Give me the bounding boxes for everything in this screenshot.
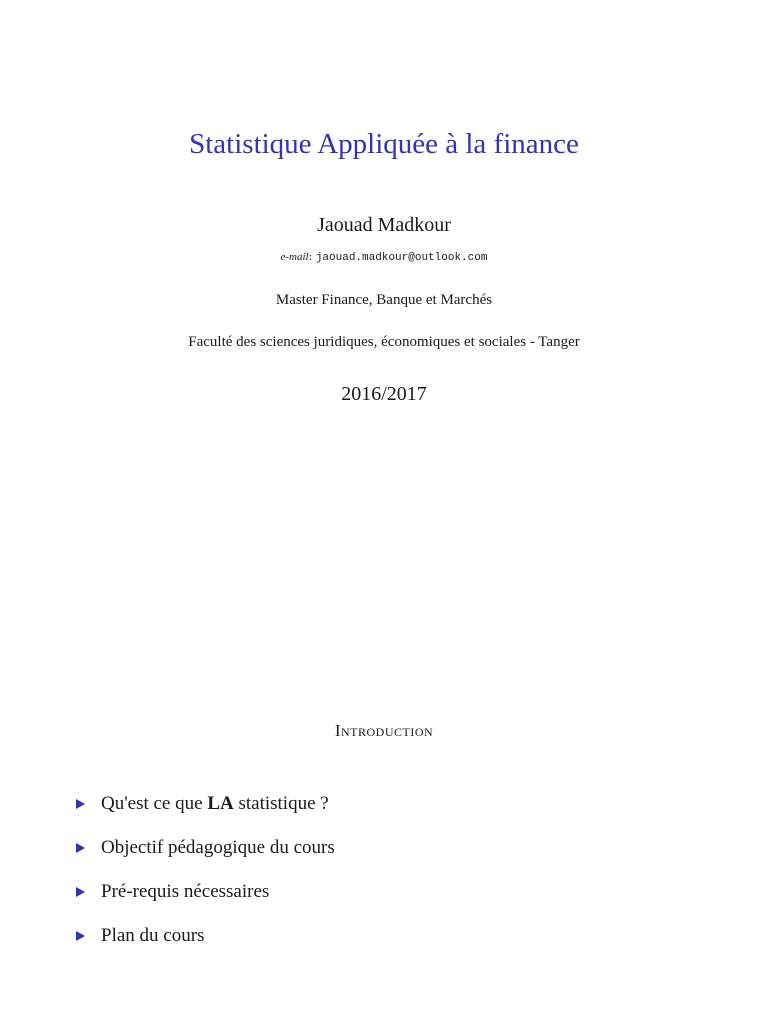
triangle-bullet-icon [76, 931, 85, 941]
section-title: Introduction [334, 721, 434, 740]
triangle-bullet-icon [76, 887, 85, 897]
list-item [76, 914, 335, 958]
program-name: Master Finance, Banque et Marchés [275, 292, 493, 308]
triangle-bullet-icon [76, 843, 85, 853]
author-name: Jaouad Madkour [317, 214, 451, 236]
list-item [76, 826, 335, 870]
list-item [76, 870, 335, 914]
list-item [76, 782, 335, 826]
institution-name: Faculté des sciences juridiques, économiques et sociales - Tanger [188, 334, 580, 350]
academic-year: 2016/2017 [341, 383, 427, 405]
presentation-title: Statistique Appliquée à la finance [189, 128, 579, 160]
email-address: jaouad.madkour@outlook.com [315, 252, 488, 264]
list-item-text [101, 793, 329, 815]
list-item-text: Pré-requis nécessaires [101, 881, 270, 902]
item-bold: LA [207, 793, 234, 814]
item-prefix: Qu'est ce que [101, 793, 208, 814]
email-line [0, 250, 768, 264]
email-label: e-mail [280, 251, 309, 263]
list-item-text: Objectif pédagogique du cours [101, 837, 335, 858]
item-suffix: statistique ? [233, 793, 329, 814]
email-separator: : [308, 250, 316, 263]
triangle-bullet-icon [76, 799, 85, 809]
list-item-text: Plan du cours [101, 925, 205, 946]
bullet-list [76, 782, 335, 958]
introduction-slide [0, 512, 768, 1024]
